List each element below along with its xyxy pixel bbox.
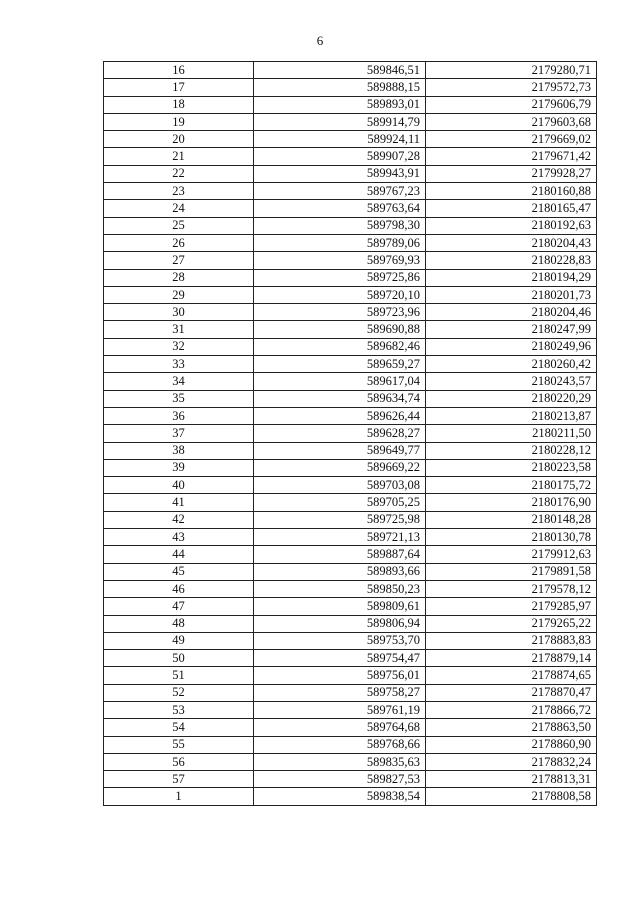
table-row: [104, 615, 597, 632]
x-coordinate-cell: 589723,96: [254, 304, 426, 321]
table-row: [104, 719, 597, 736]
point-number-cell: 50: [104, 650, 254, 667]
point-number-cell: 28: [104, 269, 254, 286]
x-coordinate-cell: 589758,27: [254, 684, 426, 701]
point-number-cell: 56: [104, 753, 254, 770]
y-coordinate-cell: 2180176,90: [426, 494, 597, 511]
x-coordinate-cell: 589827,53: [254, 771, 426, 788]
table-row: [104, 788, 597, 805]
table-row: [104, 477, 597, 494]
x-coordinate-cell: 589725,86: [254, 269, 426, 286]
y-coordinate-cell: 2178870,47: [426, 684, 597, 701]
point-number-cell: 48: [104, 615, 254, 632]
x-coordinate-cell: 589798,30: [254, 217, 426, 234]
y-coordinate-cell: 2180204,46: [426, 304, 597, 321]
x-coordinate-cell: 589754,47: [254, 650, 426, 667]
point-number-cell: 37: [104, 425, 254, 442]
y-coordinate-cell: 2179578,12: [426, 580, 597, 597]
x-coordinate-cell: 589626,44: [254, 407, 426, 424]
x-coordinate-cell: 589888,15: [254, 79, 426, 96]
y-coordinate-cell: 2180130,78: [426, 529, 597, 546]
table-row: [104, 269, 597, 286]
point-number-cell: 35: [104, 390, 254, 407]
point-number-cell: 57: [104, 771, 254, 788]
x-coordinate-cell: 589659,27: [254, 356, 426, 373]
y-coordinate-cell: 2178860,90: [426, 736, 597, 753]
table-row: [104, 529, 597, 546]
table-row: [104, 736, 597, 753]
point-number-cell: 34: [104, 373, 254, 390]
y-coordinate-cell: 2179669,02: [426, 131, 597, 148]
y-coordinate-cell: 2180228,83: [426, 252, 597, 269]
y-coordinate-cell: 2180211,50: [426, 425, 597, 442]
table-row: [104, 321, 597, 338]
y-coordinate-cell: 2179572,73: [426, 79, 597, 96]
x-coordinate-cell: 589893,66: [254, 563, 426, 580]
table-row: [104, 286, 597, 303]
x-coordinate-cell: 589907,28: [254, 148, 426, 165]
x-coordinate-cell: 589756,01: [254, 667, 426, 684]
point-number-cell: 25: [104, 217, 254, 234]
x-coordinate-cell: 589720,10: [254, 286, 426, 303]
x-coordinate-cell: 589850,23: [254, 580, 426, 597]
table-row: [104, 183, 597, 200]
point-number-cell: 20: [104, 131, 254, 148]
table-row: [104, 338, 597, 355]
table-row: [104, 425, 597, 442]
point-number-cell: 26: [104, 234, 254, 251]
point-number-cell: 47: [104, 598, 254, 615]
x-coordinate-cell: 589634,74: [254, 390, 426, 407]
table-row: [104, 62, 597, 79]
page-number: 6: [316, 33, 324, 48]
point-number-cell: 17: [104, 79, 254, 96]
point-number-cell: 42: [104, 511, 254, 528]
table-row: [104, 234, 597, 251]
point-number-cell: 24: [104, 200, 254, 217]
y-coordinate-cell: 2180213,87: [426, 407, 597, 424]
table-row: [104, 96, 597, 113]
x-coordinate-cell: 589893,01: [254, 96, 426, 113]
point-number-cell: 40: [104, 477, 254, 494]
table-row: [104, 598, 597, 615]
x-coordinate-cell: 589914,79: [254, 113, 426, 130]
table-row: [104, 667, 597, 684]
x-coordinate-cell: 589767,23: [254, 183, 426, 200]
point-number-cell: 19: [104, 113, 254, 130]
point-number-cell: 1: [104, 788, 254, 805]
point-number-cell: 30: [104, 304, 254, 321]
y-coordinate-cell: 2180247,99: [426, 321, 597, 338]
x-coordinate-cell: 589617,04: [254, 373, 426, 390]
table-row: [104, 252, 597, 269]
table-row: [104, 407, 597, 424]
point-number-cell: 39: [104, 459, 254, 476]
table-row: [104, 701, 597, 718]
table-row: [104, 459, 597, 476]
y-coordinate-cell: 2179671,42: [426, 148, 597, 165]
y-coordinate-cell: 2179280,71: [426, 62, 597, 79]
x-coordinate-cell: 589721,13: [254, 529, 426, 546]
y-coordinate-cell: 2179891,58: [426, 563, 597, 580]
x-coordinate-cell: 589761,19: [254, 701, 426, 718]
x-coordinate-cell: 589763,64: [254, 200, 426, 217]
y-coordinate-cell: 2178883,83: [426, 632, 597, 649]
y-coordinate-cell: 2180249,96: [426, 338, 597, 355]
y-coordinate-cell: 2178879,14: [426, 650, 597, 667]
y-coordinate-cell: 2180160,88: [426, 183, 597, 200]
y-coordinate-cell: 2179265,22: [426, 615, 597, 632]
point-number-cell: 54: [104, 719, 254, 736]
x-coordinate-cell: 589628,27: [254, 425, 426, 442]
y-coordinate-cell: 2180201,73: [426, 286, 597, 303]
x-coordinate-cell: 589838,54: [254, 788, 426, 805]
y-coordinate-cell: 2180175,72: [426, 477, 597, 494]
y-coordinate-cell: 2178813,31: [426, 771, 597, 788]
coordinates-table-body: [104, 62, 597, 806]
point-number-cell: 55: [104, 736, 254, 753]
y-coordinate-cell: 2180243,57: [426, 373, 597, 390]
table-row: [104, 148, 597, 165]
x-coordinate-cell: 589682,46: [254, 338, 426, 355]
point-number-cell: 36: [104, 407, 254, 424]
x-coordinate-cell: 589806,94: [254, 615, 426, 632]
table-row: [104, 200, 597, 217]
point-number-cell: 33: [104, 356, 254, 373]
x-coordinate-cell: 589690,88: [254, 321, 426, 338]
x-coordinate-cell: 589924,11: [254, 131, 426, 148]
y-coordinate-cell: 2179285,97: [426, 598, 597, 615]
table-row: [104, 684, 597, 701]
table-row: [104, 79, 597, 96]
x-coordinate-cell: 589789,06: [254, 234, 426, 251]
y-coordinate-cell: 2180228,12: [426, 442, 597, 459]
table-row: [104, 131, 597, 148]
table-row: [104, 304, 597, 321]
x-coordinate-cell: 589705,25: [254, 494, 426, 511]
table-row: [104, 165, 597, 182]
x-coordinate-cell: 589943,91: [254, 165, 426, 182]
point-number-cell: 23: [104, 183, 254, 200]
y-coordinate-cell: 2180220,29: [426, 390, 597, 407]
y-coordinate-cell: 2180148,28: [426, 511, 597, 528]
y-coordinate-cell: 2180192,63: [426, 217, 597, 234]
point-number-cell: 53: [104, 701, 254, 718]
coordinates-table: [103, 61, 597, 806]
point-number-cell: 29: [104, 286, 254, 303]
table-row: [104, 546, 597, 563]
table-row: [104, 650, 597, 667]
x-coordinate-cell: 589764,68: [254, 719, 426, 736]
point-number-cell: 44: [104, 546, 254, 563]
y-coordinate-cell: 2178832,24: [426, 753, 597, 770]
table-row: [104, 217, 597, 234]
table-row: [104, 753, 597, 770]
point-number-cell: 41: [104, 494, 254, 511]
y-coordinate-cell: 2179603,68: [426, 113, 597, 130]
y-coordinate-cell: 2180165,47: [426, 200, 597, 217]
x-coordinate-cell: 589846,51: [254, 62, 426, 79]
point-number-cell: 45: [104, 563, 254, 580]
point-number-cell: 16: [104, 62, 254, 79]
y-coordinate-cell: 2178863,50: [426, 719, 597, 736]
point-number-cell: 18: [104, 96, 254, 113]
y-coordinate-cell: 2178808,58: [426, 788, 597, 805]
y-coordinate-cell: 2178874,65: [426, 667, 597, 684]
x-coordinate-cell: 589703,08: [254, 477, 426, 494]
y-coordinate-cell: 2179912,63: [426, 546, 597, 563]
point-number-cell: 27: [104, 252, 254, 269]
point-number-cell: 49: [104, 632, 254, 649]
table-row: [104, 113, 597, 130]
table-row: [104, 373, 597, 390]
x-coordinate-cell: 589835,63: [254, 753, 426, 770]
table-row: [104, 580, 597, 597]
x-coordinate-cell: 589725,98: [254, 511, 426, 528]
point-number-cell: 22: [104, 165, 254, 182]
table-row: [104, 442, 597, 459]
point-number-cell: 52: [104, 684, 254, 701]
table-row: [104, 390, 597, 407]
x-coordinate-cell: 589887,64: [254, 546, 426, 563]
table-row: [104, 632, 597, 649]
y-coordinate-cell: 2180223,58: [426, 459, 597, 476]
x-coordinate-cell: 589769,93: [254, 252, 426, 269]
x-coordinate-cell: 589753,70: [254, 632, 426, 649]
table-row: [104, 563, 597, 580]
y-coordinate-cell: 2180260,42: [426, 356, 597, 373]
table-row: [104, 771, 597, 788]
point-number-cell: 32: [104, 338, 254, 355]
y-coordinate-cell: 2179606,79: [426, 96, 597, 113]
point-number-cell: 31: [104, 321, 254, 338]
y-coordinate-cell: 2180204,43: [426, 234, 597, 251]
y-coordinate-cell: 2178866,72: [426, 701, 597, 718]
point-number-cell: 46: [104, 580, 254, 597]
table-row: [104, 511, 597, 528]
table-row: [104, 356, 597, 373]
x-coordinate-cell: 589768,66: [254, 736, 426, 753]
table-row: [104, 494, 597, 511]
point-number-cell: 21: [104, 148, 254, 165]
point-number-cell: 38: [104, 442, 254, 459]
x-coordinate-cell: 589649,77: [254, 442, 426, 459]
point-number-cell: 43: [104, 529, 254, 546]
point-number-cell: 51: [104, 667, 254, 684]
x-coordinate-cell: 589809,61: [254, 598, 426, 615]
y-coordinate-cell: 2180194,29: [426, 269, 597, 286]
y-coordinate-cell: 2179928,27: [426, 165, 597, 182]
x-coordinate-cell: 589669,22: [254, 459, 426, 476]
